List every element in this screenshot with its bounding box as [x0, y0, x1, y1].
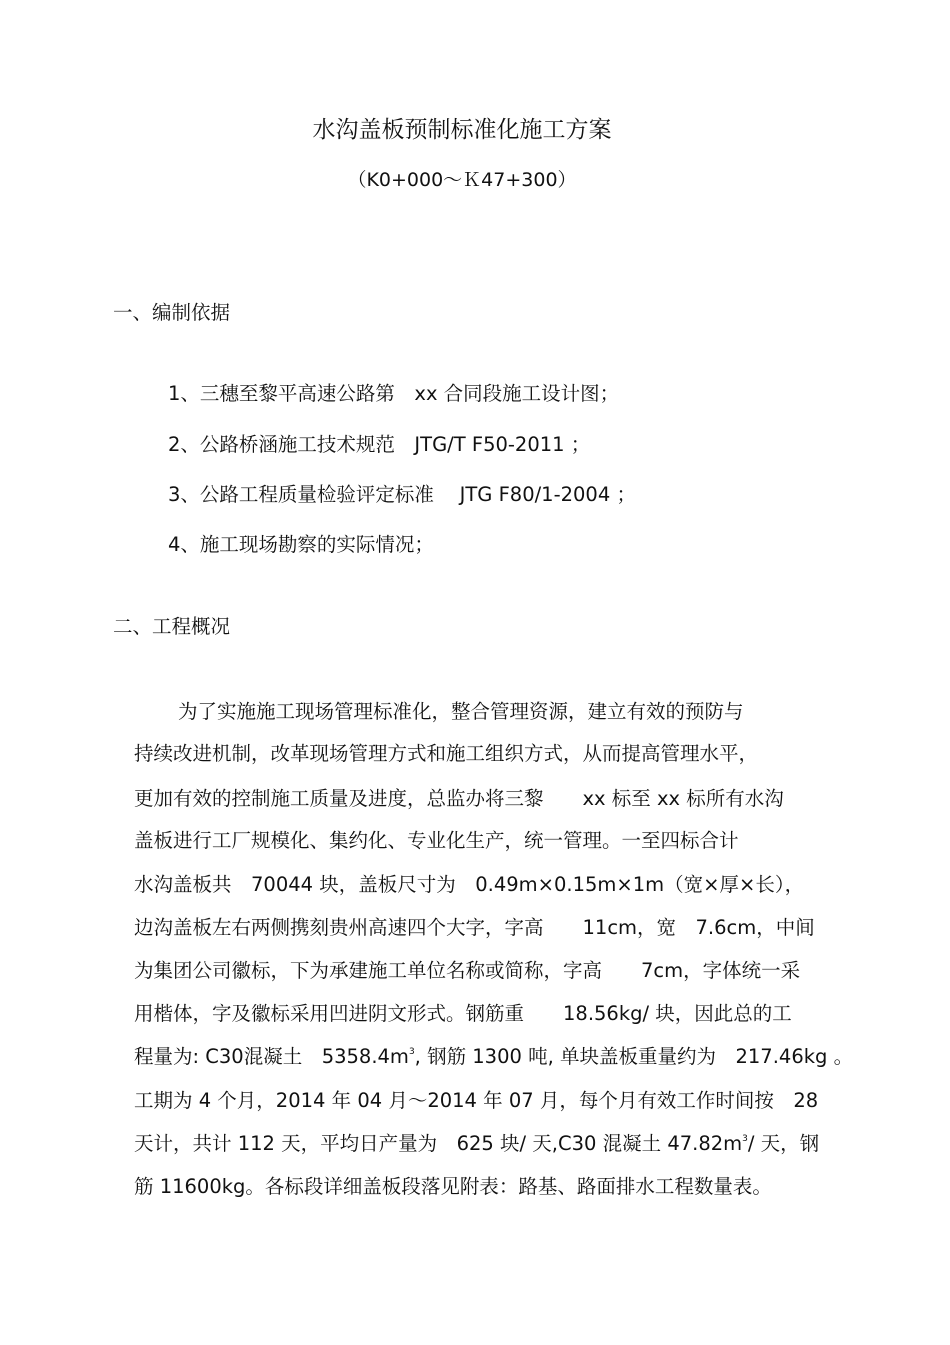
paragraph-line: 为了实施施工现场管理标准化，整合管理资源，建立有效的预防与	[178, 700, 744, 723]
paragraph-line: 更加有效的控制施工质量及进度，总监办将三黎 xx 标至 xx 标所有水沟	[134, 787, 784, 810]
list-item: 1、三穗至黎平高速公路第 xx 合同段施工设计图；	[168, 382, 620, 405]
text-segment: , 钢筋 1300 吨, 单块盖板重量约为 217.46kg 。	[414, 1045, 854, 1068]
paragraph-line: 水沟盖板共 70044 块，盖板尺寸为 0.49m×0.15m×1m（宽×厚×长），	[134, 873, 805, 896]
paragraph-line: 为集团公司徽标，下为承建施工单位名称或简称，字高 7cm，字体统一采	[134, 959, 801, 982]
section-heading-overview: 二、工程概况	[113, 615, 231, 638]
document-subtitle: （K0+000～Ｋ47+300）	[347, 169, 577, 191]
text-segment: 程量为: C30混凝土 5358.4m	[134, 1045, 409, 1068]
text-segment: 天计，共计 112 天，平均日产量为 625 块/ 天,C30 混凝土 47.82m	[134, 1132, 743, 1155]
superscript-3: 3	[742, 1134, 748, 1144]
list-item: 2、公路桥涵施工技术规范 JTG/T F50-2011 ；	[168, 433, 591, 456]
list-item: 4、施工现场勘察的实际情况；	[168, 533, 434, 556]
superscript-3: 3	[408, 1047, 415, 1057]
paragraph-line: 边沟盖板左右两侧携刻贵州高速四个大字，字高 11cm，宽 7.6cm，中间	[134, 916, 815, 939]
list-item: 3、公路工程质量检验评定标准 JTG F80/1-2004 ；	[168, 483, 636, 506]
document-title: 水沟盖板预制标准化施工方案	[312, 117, 612, 143]
paragraph-line: 盖板进行工厂规模化、集约化、专业化生产，统一管理。一至四标合计	[134, 829, 739, 852]
section-heading-basis: 一、编制依据	[113, 301, 231, 324]
paragraph-line: 筋 11600kg。各标段详细盖板段落见附表：路基、路面排水工程数量表。	[134, 1175, 772, 1198]
text-segment: / 天，钢	[747, 1132, 820, 1155]
paragraph-line: 工期为 4 个月，2014 年 04 月～2014 年 07 月，每个月有效工作时间按 28	[134, 1089, 819, 1112]
paragraph-line	[134, 1134, 819, 1154]
paragraph-line: 用楷体，字及徽标采用凹进阴文形式。钢筋重 18.56kg/ 块，因此总的工	[134, 1002, 792, 1025]
paragraph-line	[134, 1047, 853, 1067]
paragraph-line: 持续改进机制，改革现场管理方式和施工组织方式，从而提高管理水平，	[134, 742, 759, 765]
